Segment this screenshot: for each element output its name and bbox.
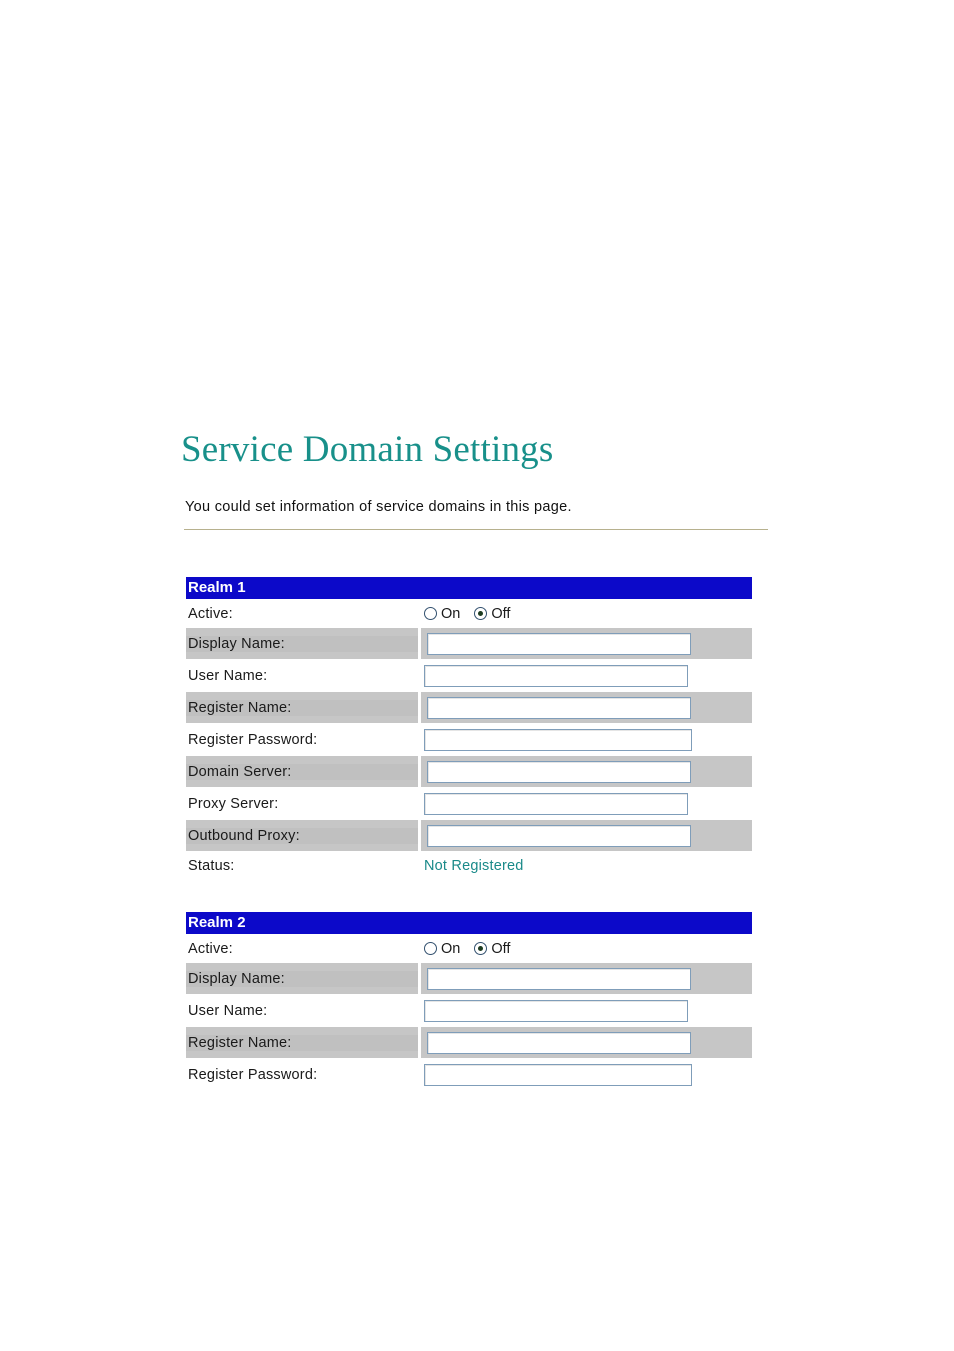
- realm-2-register-name-input[interactable]: [427, 1032, 691, 1054]
- realm-1-proxy-server-row: [186, 787, 752, 820]
- realm-1-display-name-input[interactable]: [427, 633, 691, 655]
- realm-2-register-password-input[interactable]: [424, 1064, 692, 1086]
- realm-2-active-row: [186, 934, 752, 963]
- realm-1-proxy-server-input[interactable]: [424, 793, 688, 815]
- page-title: Service Domain Settings: [181, 429, 554, 470]
- register-name-label: Register Name:: [186, 700, 418, 716]
- display-name-label: Display Name:: [186, 636, 418, 652]
- realm-1-section: [186, 577, 752, 880]
- realm-1-register-password-row: [186, 723, 752, 756]
- realm-1-status-row: [186, 851, 752, 880]
- radio-on-label: On: [441, 940, 461, 957]
- active-label: Active:: [188, 605, 233, 622]
- realm-2-active-on[interactable]: [424, 941, 460, 957]
- realm-1-active-row: [186, 599, 752, 628]
- user-name-label: User Name:: [188, 667, 268, 684]
- display-name-label: Display Name:: [186, 971, 418, 987]
- realm-2-active-off[interactable]: [474, 941, 510, 957]
- register-password-label: Register Password:: [188, 1066, 318, 1083]
- realm-1-outbound-proxy-input[interactable]: [427, 825, 691, 847]
- realm-1-user-name-input[interactable]: [424, 665, 688, 687]
- proxy-server-label: Proxy Server:: [188, 795, 279, 812]
- outbound-proxy-label: Outbound Proxy:: [186, 828, 418, 844]
- realm-1-active-radio-group: [424, 606, 524, 622]
- realm-1-header: Realm 1: [186, 577, 752, 599]
- realm-2-header: Realm 2: [186, 912, 752, 934]
- radio-off-icon[interactable]: [474, 942, 487, 955]
- divider: [184, 529, 768, 530]
- user-name-label: User Name:: [188, 1002, 268, 1019]
- radio-on-icon[interactable]: [424, 942, 437, 955]
- realm-1-register-name-input[interactable]: [427, 697, 691, 719]
- realm-1-display-name-row: [186, 628, 752, 659]
- realm-1-status-value: Not Registered: [424, 857, 524, 874]
- realm-1-outbound-proxy-row: [186, 820, 752, 851]
- active-label: Active:: [188, 940, 233, 957]
- realm-2-display-name-row: [186, 963, 752, 994]
- realm-1-domain-server-row: [186, 756, 752, 787]
- realm-2-display-name-input[interactable]: [427, 968, 691, 990]
- radio-on-icon[interactable]: [424, 607, 437, 620]
- register-password-label: Register Password:: [188, 731, 318, 748]
- realm-2-user-name-input[interactable]: [424, 1000, 688, 1022]
- radio-on-label: On: [441, 605, 461, 622]
- realm-1-register-password-input[interactable]: [424, 729, 692, 751]
- status-label: Status:: [188, 857, 235, 874]
- realm-2-section: [186, 912, 752, 1083]
- page-description: You could set information of service domains in this page.: [185, 499, 572, 515]
- radio-off-label: Off: [491, 605, 511, 622]
- realm-1-active-off[interactable]: [474, 606, 510, 622]
- realm-2-register-password-row: [186, 1058, 752, 1091]
- register-name-label: Register Name:: [186, 1035, 418, 1051]
- radio-off-icon[interactable]: [474, 607, 487, 620]
- realm-2-user-name-row: [186, 994, 752, 1027]
- realm-1-domain-server-input[interactable]: [427, 761, 691, 783]
- realm-1-register-name-row: [186, 692, 752, 723]
- realm-1-user-name-row: [186, 659, 752, 692]
- radio-off-label: Off: [491, 940, 511, 957]
- domain-server-label: Domain Server:: [186, 764, 418, 780]
- realm-2-register-name-row: [186, 1027, 752, 1058]
- realm-2-active-radio-group: [424, 941, 524, 957]
- realm-1-active-on[interactable]: [424, 606, 460, 622]
